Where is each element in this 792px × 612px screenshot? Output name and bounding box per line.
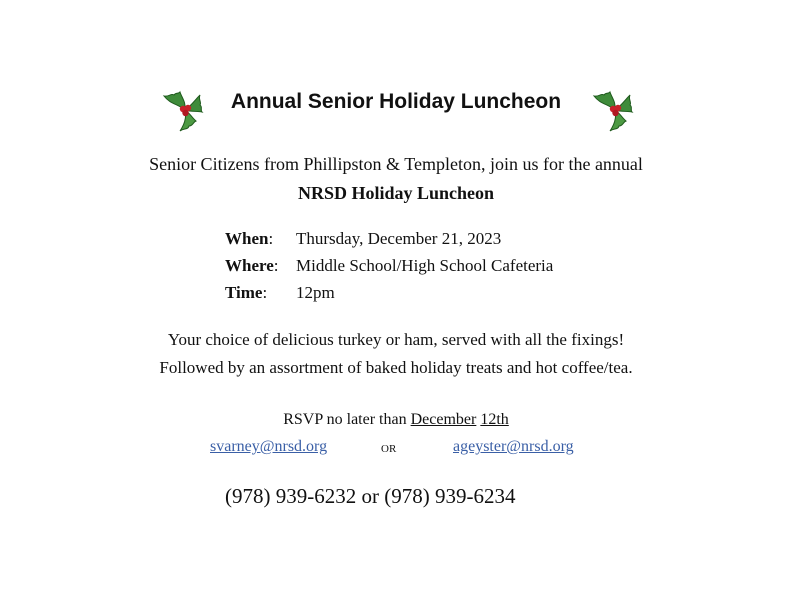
where-value: Middle School/High School Cafeteria — [296, 256, 554, 275]
food-line-2: Followed by an assortment of baked holiday treats and hot coffee/tea. — [159, 358, 633, 377]
page-title: Annual Senior Holiday Luncheon — [230, 90, 562, 113]
where-colon: : — [273, 256, 279, 275]
or-separator: OR — [381, 443, 397, 455]
rsvp-day: 12th — [480, 411, 509, 428]
event-name: NRSD Holiday Luncheon — [297, 183, 495, 203]
where-label: Where — [225, 256, 274, 275]
when-value: Thursday, December 21, 2023 — [296, 229, 502, 248]
time-row — [225, 283, 335, 303]
email-link-ageyster[interactable]: ageyster@nrsd.org — [453, 438, 574, 455]
intro-text: Senior Citizens from Phillipston & Templeton, join us for the annual — [149, 154, 643, 174]
when-colon: : — [268, 229, 274, 248]
when-label: When — [225, 229, 269, 248]
time-value: 12pm — [296, 283, 335, 302]
email-link-svarney[interactable]: svarney@nrsd.org — [210, 438, 328, 455]
when-row — [225, 229, 502, 249]
rsvp-line — [0, 411, 792, 429]
food-line-1: Your choice of delicious turkey or ham, served with all the fixings! — [167, 330, 625, 349]
rsvp-month: December — [410, 411, 477, 428]
phone-numbers: (978) 939-6232 or (978) 939-6234 — [225, 484, 516, 508]
time-colon: : — [262, 283, 268, 302]
where-row — [225, 256, 554, 276]
time-label: Time — [225, 283, 263, 302]
rsvp-prefix: RSVP no later than — [283, 411, 407, 428]
